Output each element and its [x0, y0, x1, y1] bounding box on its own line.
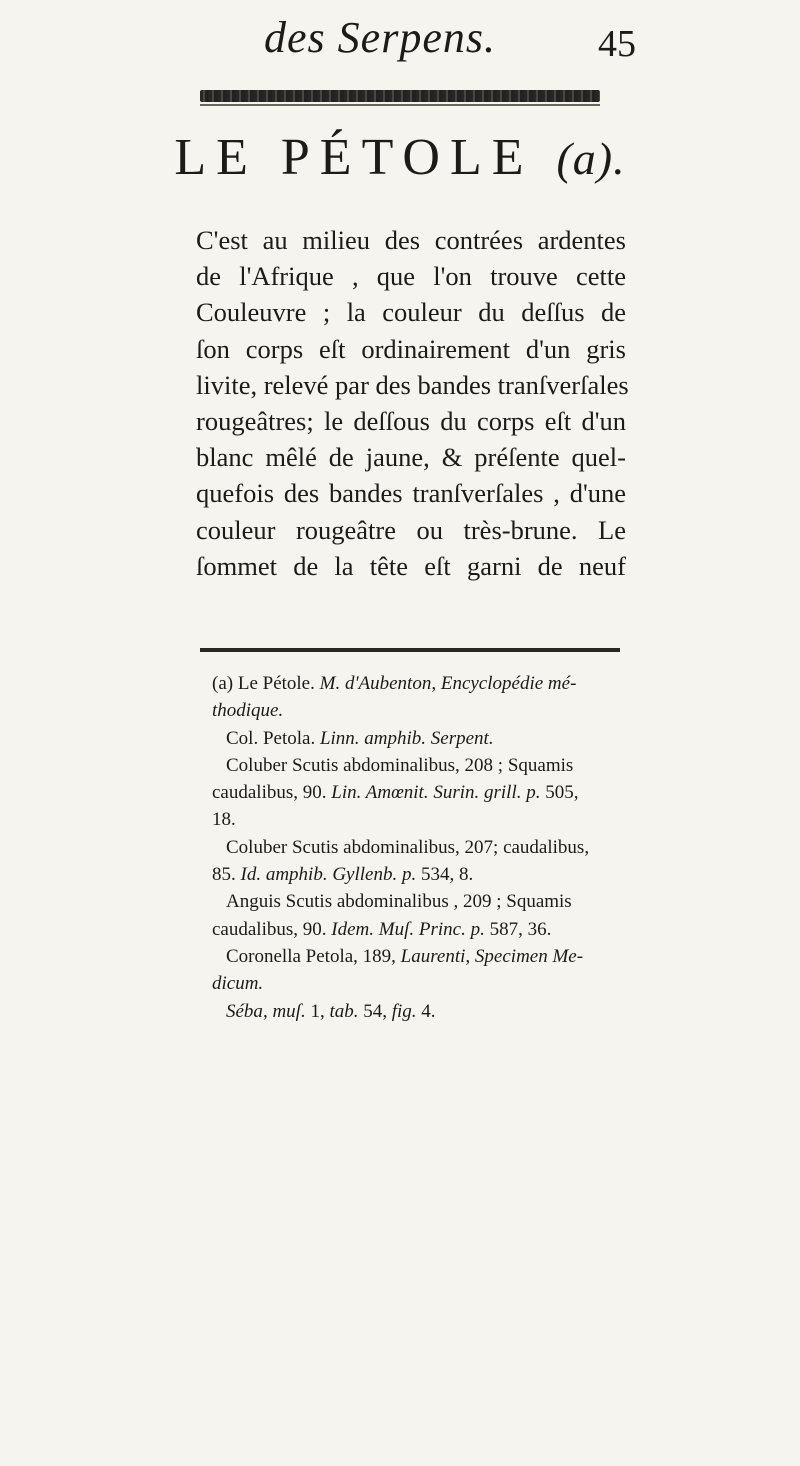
body-line: rougeâtres; le deſſous du corps eſt d'un — [196, 406, 626, 437]
footnote-text: caudalibus, 90. — [212, 918, 332, 940]
footnote-line: Anguis Scutis abdominalibus , 209 ; Squamis — [226, 891, 572, 913]
footnote-rule — [200, 648, 620, 652]
footnote-citation: fig. — [391, 1000, 417, 1022]
footnote-citation: Séba — [226, 1000, 263, 1022]
chapter-title — [0, 128, 800, 187]
footnote-line: dicum. — [212, 973, 264, 995]
footnote-text: (a) Le Pétole. — [212, 673, 320, 694]
page-number: 45 — [598, 23, 636, 65]
body-line: Couleuvre ; la couleur du deſſus de — [196, 297, 626, 328]
footnote-line — [212, 943, 632, 970]
footnote-line: thodique. — [212, 700, 284, 722]
footnote-text: 1, — [305, 1000, 330, 1022]
footnote-text: 534, 8. — [416, 864, 474, 886]
body-line: ſommet de la tête eſt garni de neuf — [196, 550, 626, 581]
footnote-citation: Idem. Muſ. Princ. p. — [331, 918, 485, 940]
footnote-citation: Laurenti, Specimen Me- — [400, 945, 584, 967]
footnote-text: 587, 36. — [484, 918, 552, 940]
footnote-citation: M. d'Aubenton, Encyclopédie mé- — [319, 673, 577, 694]
footnote-line: Coluber Scutis abdominalibus, 207; caudalibus, — [226, 836, 590, 858]
footnote-text: 4. — [416, 1000, 436, 1022]
footnotes — [212, 670, 632, 1025]
footnote-line: Coluber Scutis abdominalibus, 208 ; Squamis — [226, 754, 574, 776]
footnote-text: , — [262, 1000, 273, 1022]
body-paragraph — [196, 222, 629, 584]
ornamental-rule — [200, 90, 600, 102]
footnote-text: Col. Petola. — [226, 727, 320, 749]
running-title: des Serpens. — [264, 13, 496, 62]
footnote-line — [212, 725, 632, 752]
chapter-title-text: LE PÉTOLE — [174, 129, 534, 186]
body-line: quefois des bandes tranſverſales , d'une — [196, 478, 626, 509]
footnote-line — [212, 861, 632, 888]
ornamental-rule-thin — [200, 104, 600, 106]
body-line: de l'Afrique , que l'on trouve cette — [196, 261, 626, 292]
running-head — [0, 12, 800, 72]
footnote-text: Coronella Petola, 189, — [226, 945, 401, 967]
footnote-text: 85. — [212, 864, 241, 886]
body-line: C'est au milieu des contrées ardentes — [196, 225, 626, 255]
body-line: ſon corps eſt ordinairement d'un gris — [196, 333, 626, 364]
footnote-text: 505, — [540, 782, 579, 804]
footnote-citation: Lin. Amœnit. Surin. grill. p. — [331, 782, 541, 804]
body-line: livite, relevé par des bandes tranſverſales — [196, 369, 629, 400]
body-line: blanc mêlé de jaune, & préſente quel- — [196, 442, 626, 473]
footnote-citation: tab. — [329, 1000, 359, 1022]
footnote-citation: Linn. amphib. Serpent. — [319, 727, 494, 749]
footnote-line: 18. — [212, 809, 236, 831]
footnote-text: caudalibus, 90. — [212, 782, 332, 804]
footnote-text: 54, — [358, 1000, 392, 1022]
footnote-reference: (a). — [556, 133, 626, 184]
footnote-line — [212, 779, 632, 806]
footnote-citation: muſ. — [272, 1000, 306, 1022]
footnote-line — [212, 916, 632, 943]
footnote-line — [212, 670, 632, 697]
footnote-line — [212, 998, 632, 1025]
footnote-citation: Id. amphib. Gyllenb. p. — [240, 864, 417, 886]
body-line: couleur rougeâtre ou très-brune. Le — [196, 514, 626, 545]
